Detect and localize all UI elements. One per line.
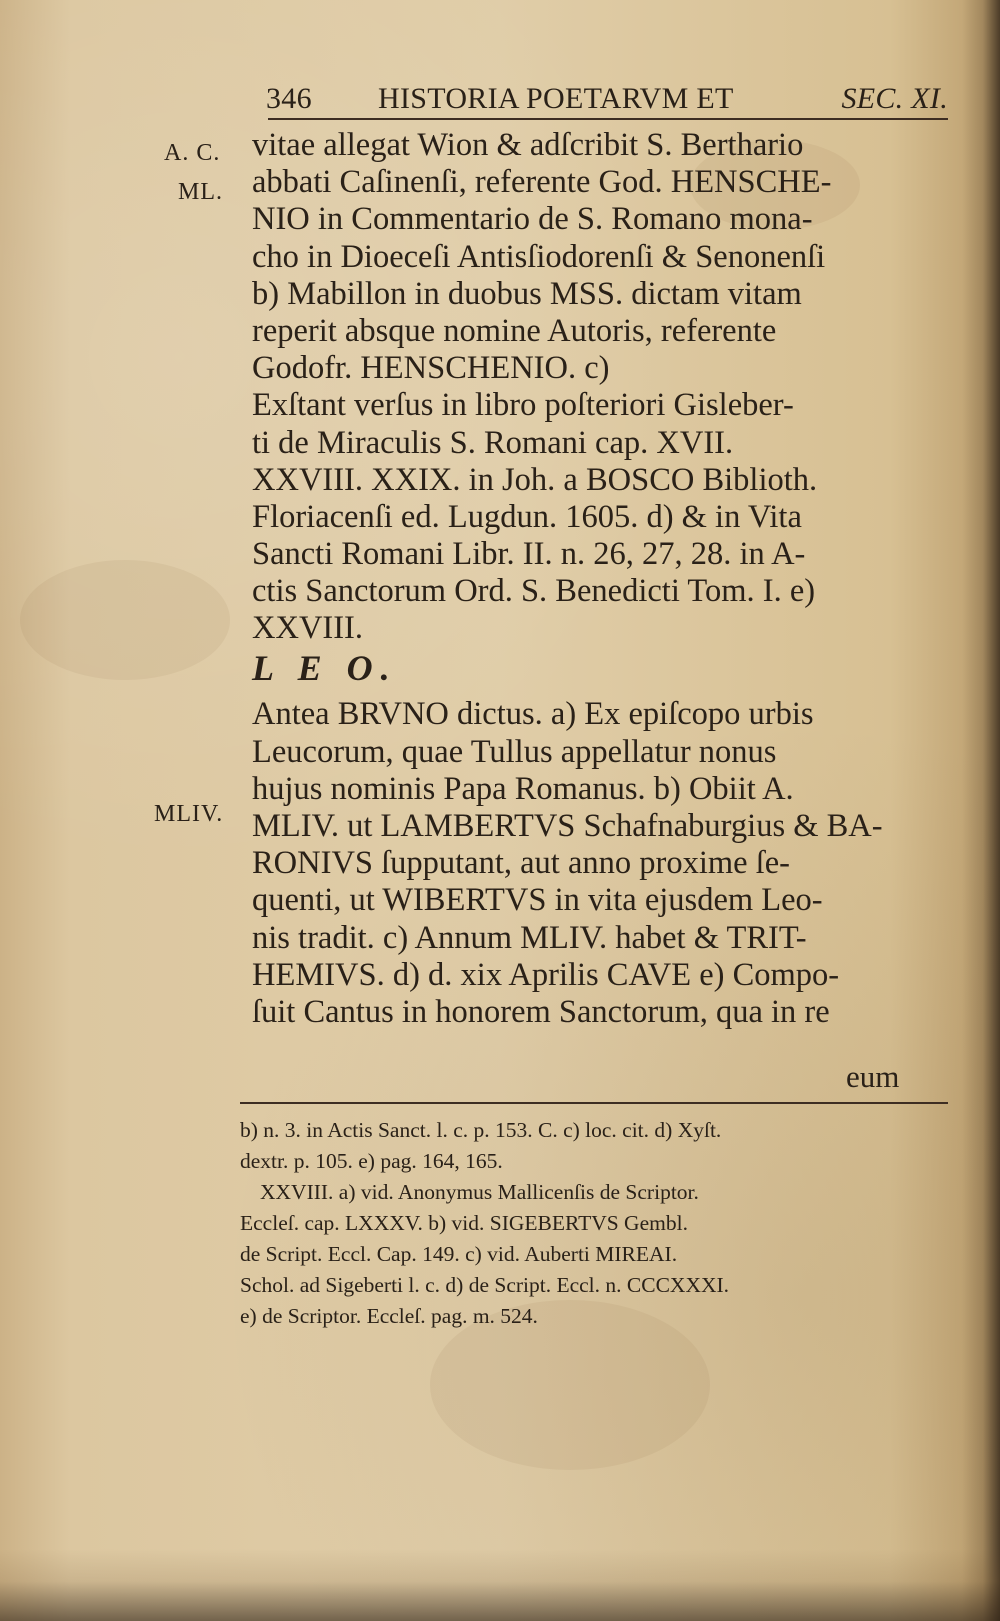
text-line: ti de Miraculis S. Romani cap. XVII. [252, 424, 734, 461]
header-rule [268, 118, 948, 120]
margin-note-ac: A. C. [164, 140, 221, 166]
margin-note-mliv: MLIV. [154, 801, 224, 827]
text-line: XXVIII. XXIX. in Joh. a BOSCO Biblioth. [252, 461, 818, 498]
entry-name: L E O. [252, 648, 398, 689]
running-header [266, 82, 952, 116]
text-line: RONIVS ſupputant, aut anno proxime ſe- [252, 845, 790, 882]
text-line: reperit absque nomine Autoris, referente [252, 312, 777, 349]
main-text [252, 127, 952, 1031]
text-line: Godofr. HENSCHENIO. c) [252, 350, 610, 387]
page-bottom-shadow [0, 1549, 1000, 1621]
footnote-line: b) n. 3. in Actis Sanct. l. c. p. 153. C. c) loc. cit. d) Xyſt. [240, 1118, 722, 1142]
text-line: ſuit Cantus in honorem Sanctorum, qua in re [252, 993, 830, 1030]
footnote-line: dextr. p. 105. e) pag. 164, 165. [240, 1149, 503, 1173]
text-line: quenti, ut WIBERTVS in vita ejusdem Leo- [252, 882, 823, 919]
margin-note-ml: ML. [178, 179, 223, 205]
text-line: abbati Caſinenſi, referente God. HENSCHE- [252, 164, 832, 201]
text-line: MLIV. ut LAMBERTVS Schafnaburgius & BA- [252, 808, 883, 844]
section-label: SEC. XI. [841, 82, 948, 115]
catchword: eum [846, 1059, 900, 1094]
text-line: cho in Dioeceſi Antisſiodorenſi & Senonenſi [252, 238, 826, 275]
text-line: vitae allegat Wion & adſcribit S. Berthario [252, 127, 804, 163]
footnote-rule [240, 1102, 948, 1104]
text-line: Sancti Romani Libr. II. n. 26, 27, 28. in A- [252, 536, 806, 573]
text-line: HEMIVS. d) d. xix Aprilis CAVE e) Compo- [252, 956, 840, 993]
text-line: Leucorum, quae Tullus appellatur nonus [252, 733, 777, 770]
text-line: NIO in Commentario de S. Romano mona- [252, 201, 813, 238]
text-line: Floriacenſi ed. Lugdun. 1605. d) & in Vita [252, 498, 802, 535]
footnote-line: e) de Scriptor. Eccleſ. pag. m. 524. [240, 1304, 538, 1328]
footnote-line: XXVIII. a) vid. Anonymus Mallicenſis de Scriptor. [260, 1180, 699, 1204]
footnotes [240, 1115, 948, 1332]
text-line: nis tradit. c) Annum MLIV. habet & TRIT- [252, 919, 807, 956]
page-edge-shadow [962, 0, 1000, 1621]
text-line: b) Mabillon in duobus MSS. dictam vitam [252, 275, 802, 312]
text-line: Antea BRVNO dictus. a) Ex epiſcopo urbis [252, 696, 814, 733]
text-line: Exſtant verſus in libro poſteriori Gisleber- [252, 387, 794, 424]
paper-stain [20, 560, 230, 680]
footnote-line: Schol. ad Sigeberti l. c. d) de Script. Eccl. n. CCCXXXI. [240, 1273, 730, 1297]
page-number: 346 [266, 82, 312, 115]
text-line: ctis Sanctorum Ord. S. Benedicti Tom. I. e) [252, 573, 816, 610]
text-line: hujus nominis Papa Romanus. b) Obiit A. [252, 770, 794, 807]
footnote-line: de Script. Eccl. Cap. 149. c) vid. Auberti MIREAI. [240, 1242, 678, 1266]
entry-number: XXVIII. [252, 610, 364, 647]
footnote-line: Eccleſ. cap. LXXXV. b) vid. SIGEBERTVS Gembl. [240, 1211, 688, 1235]
running-title: HISTORIA POETARVM ET [378, 82, 734, 115]
